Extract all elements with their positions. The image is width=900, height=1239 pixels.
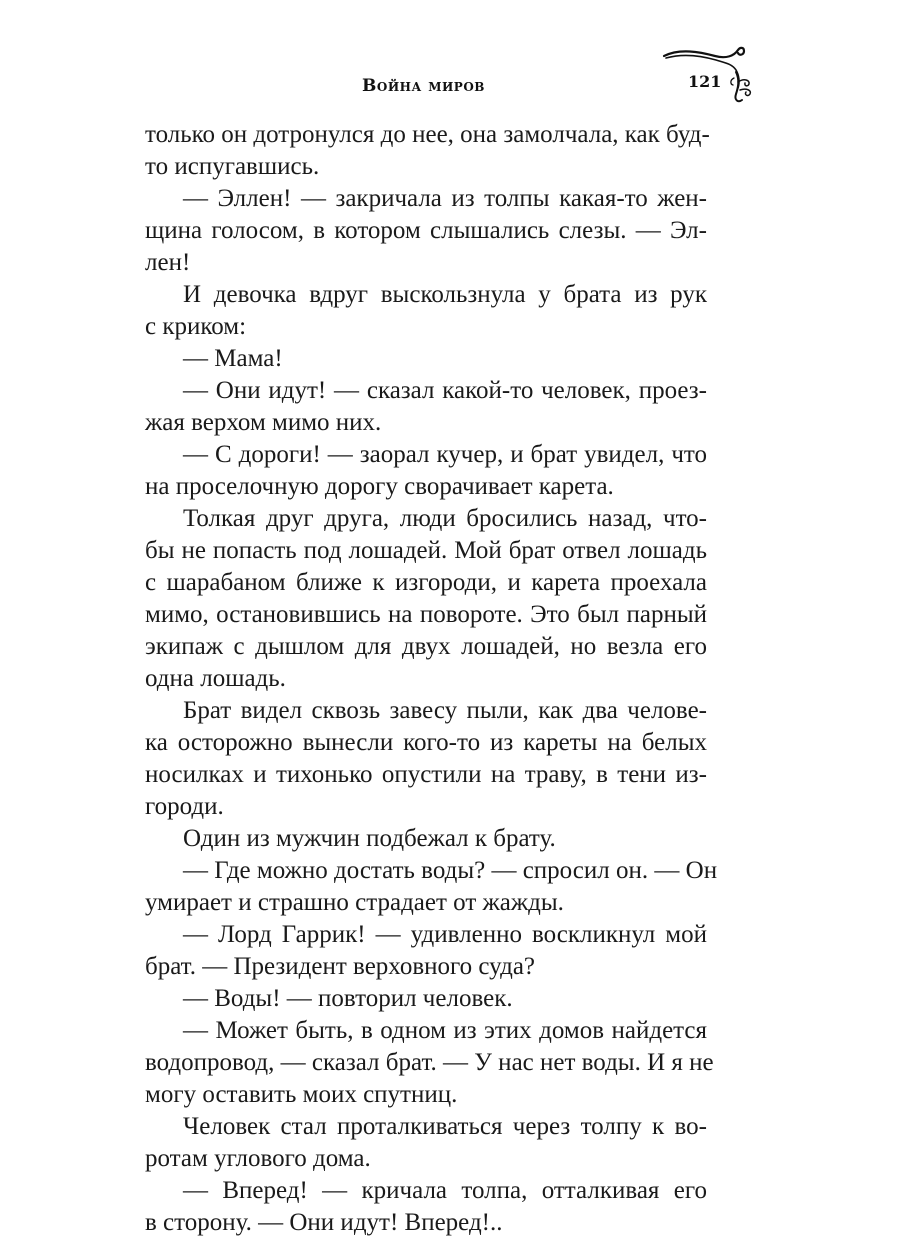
text-line: с криком: (145, 313, 247, 340)
text-line: экипаж с дышлом для двух лошадей, но везла его (145, 633, 707, 660)
body-text (145, 119, 718, 1239)
text-line: — Где можно достать воды? — спросил он. — Он (183, 857, 718, 884)
text-line: ка осторожно вынесли кого-то из кареты на белых (145, 729, 707, 756)
text-line: — Лорд Гаррик! — удивленно воскликнул мой (183, 921, 707, 948)
text-line: городи. (145, 793, 224, 820)
text-line: Толкая друг друга, люди бросились назад, что- (183, 505, 707, 532)
text-line: умирает и страшно страдает от жажды. (145, 889, 564, 916)
text-line: — Воды! — повторил человек. (183, 985, 513, 1012)
text-line: только он дотронулся до нее, она замолчала, как буд- (145, 121, 710, 148)
text-line: — Вперед! — кричала толпа, отталкивая его (183, 1177, 707, 1204)
text-line: — Может быть, в одном из этих домов найдется (183, 1017, 707, 1044)
text-line: Человек стал проталкиваться через толпу к во- (183, 1113, 707, 1140)
text-line: ротам углового дома. (145, 1145, 371, 1172)
page-number: 121 (688, 72, 722, 91)
text-line: в сторону. — Они идут! Вперед!.. (145, 1209, 503, 1236)
text-line: одна лошадь. (145, 665, 286, 692)
text-line: Один из мужчин подбежал к брату. (183, 825, 556, 852)
text-line: Брат видел сквозь завесу пыли, как два челове- (183, 697, 707, 724)
text-line: — С дороги! — заорал кучер, и брат увидел, что (183, 441, 707, 468)
text-line: носилках и тихонько опустили на траву, в тени из- (145, 761, 707, 788)
text-line: бы не попасть под лошадей. Мой брат отвел лошадь (145, 537, 707, 564)
text-line: жая верхом мимо них. (145, 409, 382, 436)
text-line: мимо, остановившись на повороте. Это был парный (145, 601, 707, 628)
text-line: И девочка вдруг выскользнула у брата из рук (183, 281, 707, 308)
text-line: лен! (145, 249, 191, 276)
text-line: брат. — Президент верховного суда? (145, 953, 536, 980)
text-line: — Эллен! — закричала из толпы какая-то жен- (183, 185, 707, 212)
text-line: могу оставить моих спутниц. (145, 1081, 458, 1108)
text-line: — Мама! (183, 345, 283, 372)
text-line: на проселочную дорогу сворачивает карета. (145, 473, 614, 500)
text-line: щина голосом, в котором слышались слезы. — Эл- (145, 217, 707, 244)
text-line: — Они идут! — сказал какой-то человек, проез- (183, 377, 707, 404)
text-line: то испугавшись. (145, 153, 320, 180)
text-line: с шарабаном ближе к изгороди, и карета проехала (145, 569, 707, 596)
running-title: Война миров (362, 76, 485, 96)
text-line: водопровод, — сказал брат. — У нас нет воды. И я не (145, 1049, 714, 1076)
